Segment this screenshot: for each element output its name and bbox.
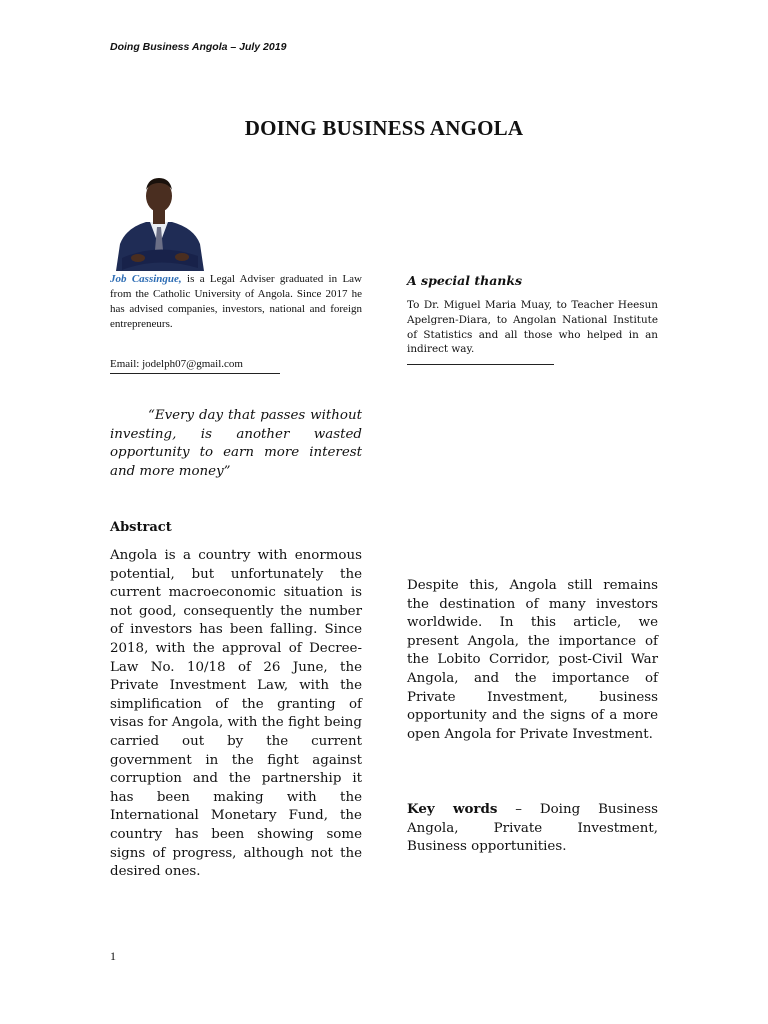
- abstract-continuation: Despite this, Angola still remains the destination of many investors worldwide. In this article, we present Angola, the importance of the Lobito Corridor, post-Civil War Angola, and the importance of Private Investment, business opportunity and the signs of a more open Angola for Private Investment.: [407, 578, 658, 742]
- thanks-heading: A special thanks: [407, 273, 523, 288]
- epigraph-quote: “Every day that passes without investing, is another wasted opportunity to earn more interest and more money”: [110, 408, 362, 479]
- keywords-label: Key words: [407, 801, 498, 817]
- thanks-text: To Dr. Miguel Maria Muay, to Teacher Heesun Apelgren-Diara, to Angolan National Institute of Statistics and all those who helped in an indirect way.: [407, 299, 658, 356]
- keywords-text: – Doing Business Angola, Private Investment, Business opportunities.: [407, 802, 658, 855]
- author-bio: [110, 272, 362, 332]
- author-photo: [112, 172, 206, 271]
- abstract-text: Angola is a country with enormous potential, but unfortunately the current macroeconomic situation is not good, consequently the number of investors has been falling. Since 2018, with the approval of Decree-Law No. 10/18 of 26 June, the Private Investment Law, with the simplification of the granting of visas for Angola, with the fight being carried out by the current government in the fight against corruption and the partnership it has been making with the International Monetary Fund, the country has been showing some signs of progress, although not the desired ones.: [110, 548, 362, 880]
- author-portrait-image: [112, 172, 206, 271]
- author-email[interactable]: Email: jodelph07@gmail.com: [110, 357, 280, 374]
- author-bio-text: is a Legal Adviser graduated in Law from the Catholic University of Angola. Since 2017 he has advised companies, investors, national and foreign entrepreneurs.: [110, 273, 362, 330]
- running-header: Doing Business Angola – July 2019: [110, 41, 287, 53]
- page-number: 1: [110, 949, 116, 963]
- thanks-divider: [407, 364, 554, 365]
- author-name: Job Cassingue,: [110, 273, 182, 285]
- abstract-heading: Abstract: [110, 520, 172, 535]
- keywords: [407, 800, 658, 857]
- document-title: DOING BUSINESS ANGOLA: [244, 116, 524, 140]
